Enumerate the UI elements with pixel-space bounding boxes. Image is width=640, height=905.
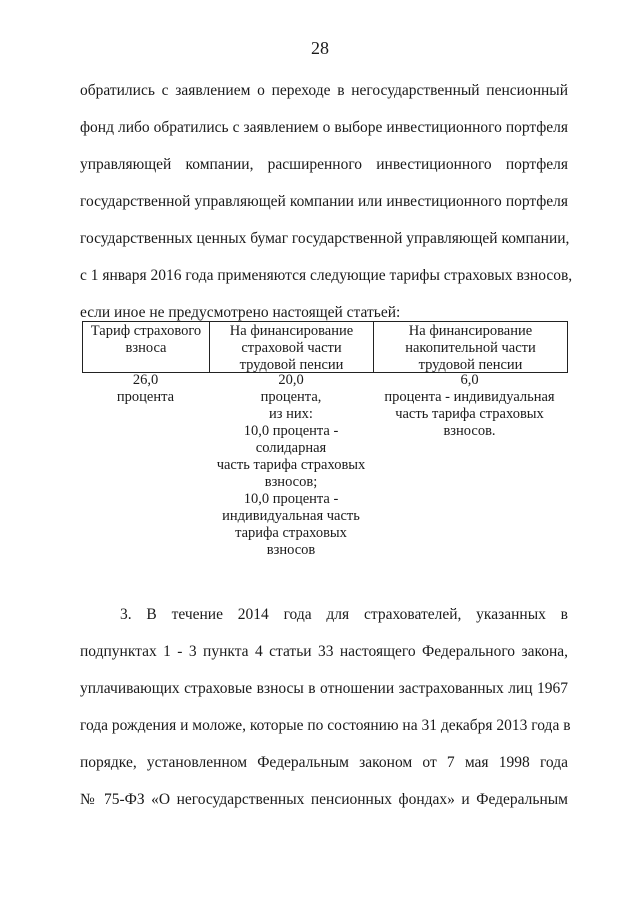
paragraph-1-line: государственной управляющей компании или инвестиционного портфеля xyxy=(80,193,568,210)
cell-text: процента, xyxy=(260,389,322,405)
paragraph-2 xyxy=(80,596,571,818)
cell-text: 10,0 процента - xyxy=(243,423,339,439)
paragraph-1-line: с 1 января 2016 года применяются следующие тарифы страховых взносов, xyxy=(80,267,573,284)
header-funded-part xyxy=(374,322,567,372)
header-text: На финансирование xyxy=(229,323,354,339)
paragraph-2-line: порядке, установленном Федеральным законом от 7 мая 1998 года xyxy=(80,754,568,771)
paragraph-1 xyxy=(80,72,573,331)
header-text: взноса xyxy=(125,340,167,356)
cell-tariff-rate xyxy=(82,372,209,559)
cell-text: солидарная xyxy=(255,440,327,456)
cell-text: процента xyxy=(116,389,175,405)
header-text: трудовой пенсии xyxy=(418,357,523,373)
paragraph-2-line: 3. В течение 2014 года для страхователей, указанных в xyxy=(120,606,568,623)
cell-text: взносов xyxy=(266,542,316,558)
cell-text: тарифа страховых xyxy=(235,525,347,541)
tariff-table-header xyxy=(82,321,568,373)
header-text: накопительной части xyxy=(405,340,536,356)
cell-text: индивидуальная часть xyxy=(222,508,360,524)
cell-funded-part xyxy=(373,372,566,559)
cell-text: 26,0 xyxy=(132,372,159,388)
paragraph-2-line: уплачивающих страховые взносы в отношении застрахованных лиц 1967 xyxy=(80,680,568,697)
cell-text: взносов. xyxy=(443,423,496,439)
paragraph-1-line: фонд либо обратились с заявлением о выборе инвестиционного портфеля xyxy=(80,119,568,136)
header-tariff-rate xyxy=(83,322,210,372)
paragraph-2-line: № 75-ФЗ «О негосударственных пенсионных фондах» и Федеральным xyxy=(80,791,568,808)
paragraph-1-line: обратились с заявлением о переходе в негосударственный пенсионный xyxy=(80,82,568,99)
paragraph-2-line: года рождения и моложе, которые по состоянию на 31 декабря 2013 года в xyxy=(80,717,571,734)
cell-text: часть тарифа страховых xyxy=(216,457,366,473)
cell-text: процента - индивидуальная xyxy=(384,389,555,405)
header-text: На финансирование xyxy=(408,323,533,339)
tariff-table-body xyxy=(82,372,566,559)
cell-text: 20,0 xyxy=(278,372,304,388)
paragraph-1-line: управляющей компании, расширенного инвестиционного портфеля xyxy=(80,156,568,173)
paragraph-2-line: подпунктах 1 - 3 пункта 4 статьи 33 настоящего Федерального закона, xyxy=(80,643,568,660)
header-text: трудовой пенсии xyxy=(239,357,344,373)
paragraph-1-line: государственных ценных бумаг государственной управляющей компании, xyxy=(80,230,570,247)
paragraph-1-line: если иное не предусмотрено настоящей статьей: xyxy=(80,304,401,321)
header-insurance-part xyxy=(210,322,374,372)
header-text: Тариф страхового xyxy=(90,323,202,339)
cell-text: 6,0 xyxy=(460,372,479,388)
cell-insurance-part xyxy=(209,372,373,559)
header-text: страховой части xyxy=(241,340,342,356)
page-number: 28 xyxy=(311,38,329,58)
cell-text: из них: xyxy=(269,406,313,422)
cell-text: взносов; xyxy=(264,474,318,490)
cell-text: часть тарифа страховых xyxy=(395,406,544,422)
cell-text: 10,0 процента - xyxy=(243,491,339,507)
